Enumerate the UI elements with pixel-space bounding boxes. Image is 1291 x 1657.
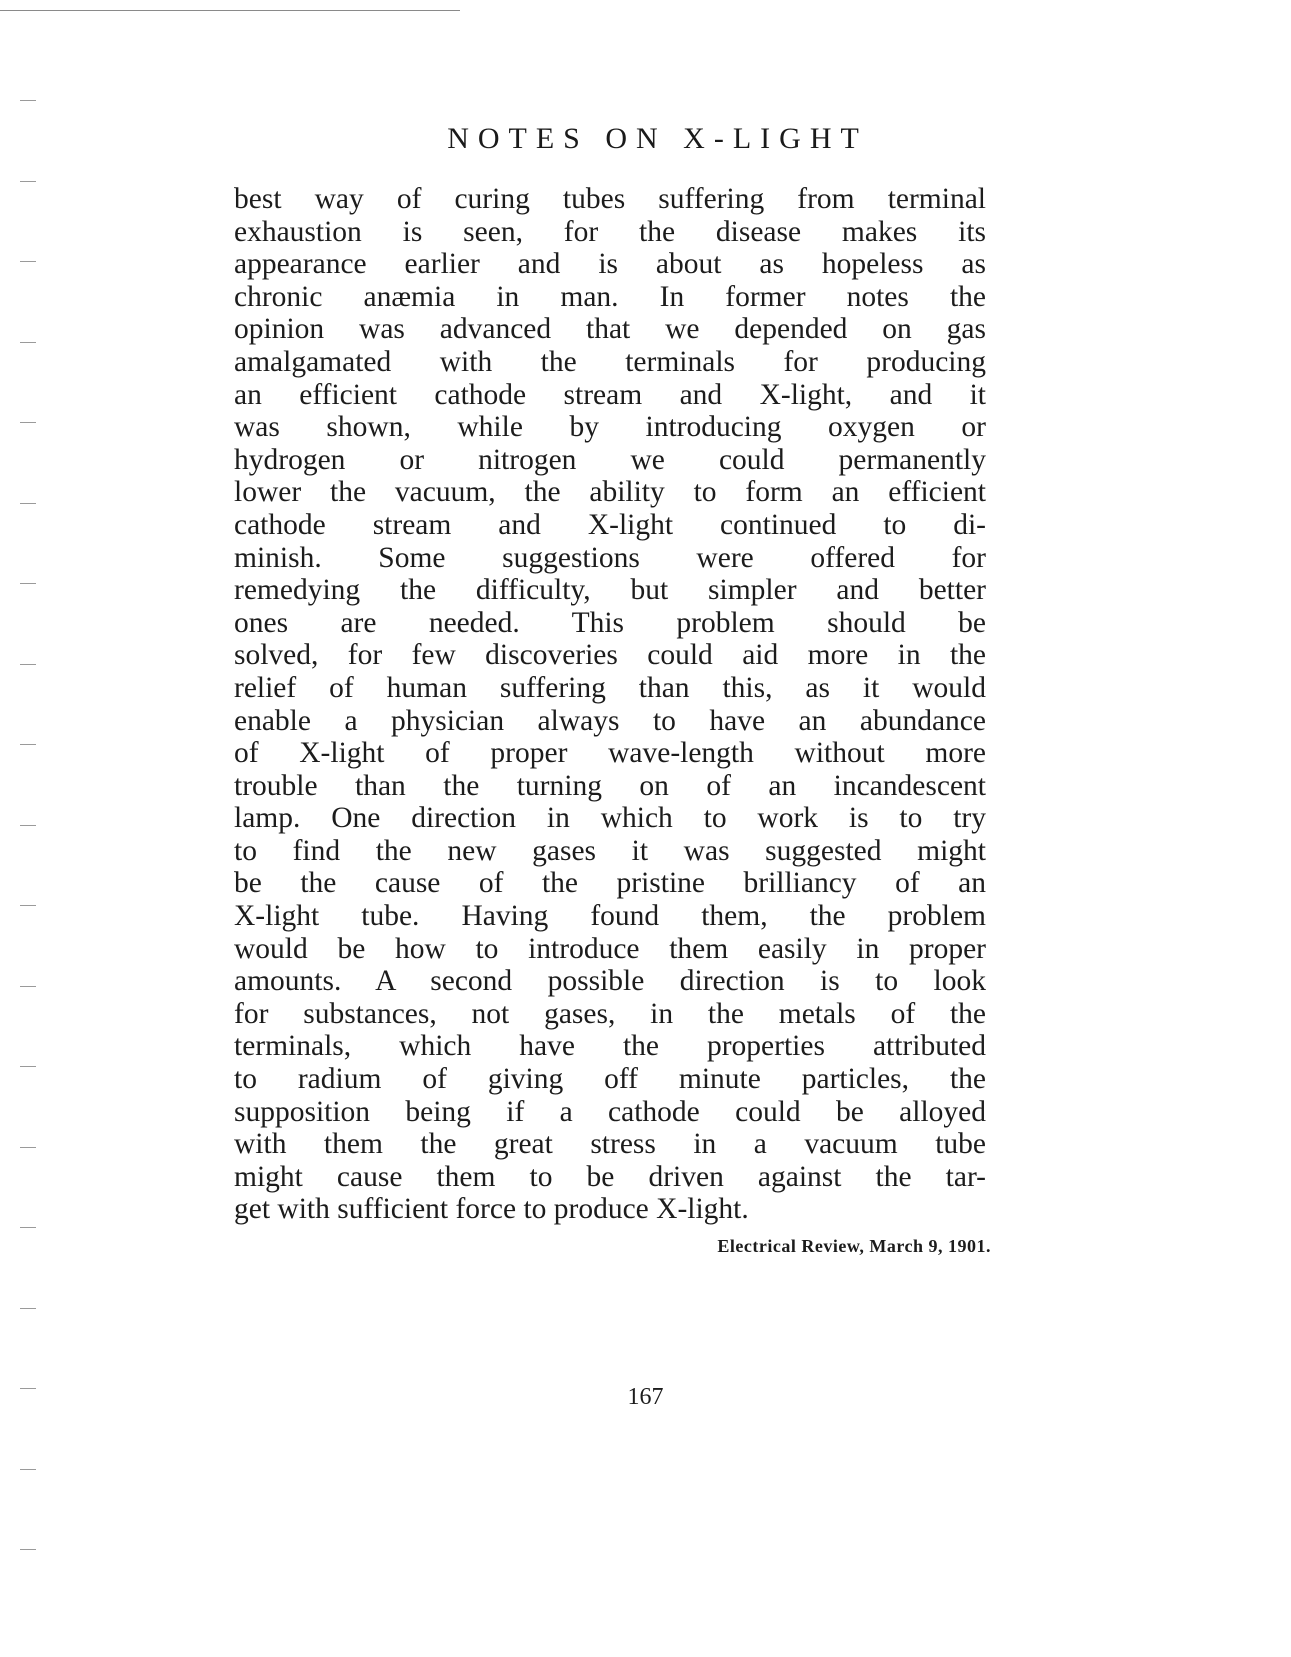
text-line: might cause them to be driven against the tar-: [234, 1160, 986, 1193]
text-line: supposition being if a cathode could be alloyed: [234, 1095, 986, 1128]
text-line: to find the new gases it was suggested might: [234, 834, 986, 867]
body-paragraph: [234, 183, 986, 1226]
margin-mark: [20, 1147, 36, 1148]
scan-edge-line: [0, 10, 460, 11]
text-line: would be how to introduce them easily in proper: [234, 932, 986, 965]
text-line: enable a physician always to have an abundance: [234, 704, 986, 737]
margin-mark: [20, 1469, 36, 1470]
text-line: hydrogen or nitrogen we could permanently: [234, 443, 986, 476]
text-line: to radium of giving off minute particles, the: [234, 1063, 986, 1096]
text-line: lamp. One direction in which to work is to try: [234, 802, 986, 835]
text-line: appearance earlier and is about as hopeless as: [234, 248, 986, 281]
page-number: 167: [627, 1384, 664, 1410]
text-line: exhaustion is seen, for the disease makes its: [234, 215, 986, 248]
text-line: amalgamated with the terminals for producing: [234, 345, 986, 378]
text-line: minish. Some suggestions were offered for: [234, 541, 986, 574]
text-line: an efficient cathode stream and X-light, and it: [234, 378, 986, 411]
running-head: NOTES ON X-LIGHT: [447, 122, 868, 155]
margin-mark: [20, 1308, 36, 1309]
text-line: be the cause of the pristine brilliancy of an: [234, 867, 986, 900]
margin-mark: [20, 986, 36, 987]
margin-mark: [20, 261, 36, 262]
margin-mark: [20, 1066, 36, 1067]
text-line: get with sufficient force to produce X-light.: [234, 1193, 749, 1226]
margin-mark: [20, 422, 36, 423]
text-line: for substances, not gases, in the metals of the: [234, 997, 986, 1030]
text-line: best way of curing tubes suffering from terminal: [234, 183, 986, 215]
margin-mark: [20, 100, 36, 101]
text-line: chronic anæmia in man. In former notes the: [234, 280, 986, 313]
text-line: solved, for few discoveries could aid more in the: [234, 639, 986, 672]
margin-mark: [20, 1549, 36, 1550]
text-line: X-light tube. Having found them, the problem: [234, 900, 986, 933]
text-line: remedying the difficulty, but simpler and better: [234, 574, 986, 607]
text-line: ones are needed. This problem should be: [234, 606, 986, 639]
text-line: opinion was advanced that we depended on gas: [234, 313, 986, 346]
text-line: of X-light of proper wave-length without more: [234, 737, 986, 770]
margin-mark: [20, 583, 36, 584]
margin-mark: [20, 825, 36, 826]
margin-mark: [20, 664, 36, 665]
text-line: cathode stream and X-light continued to di-: [234, 508, 986, 541]
margin-mark: [20, 181, 36, 182]
text-line: amounts. A second possible direction is to look: [234, 965, 986, 998]
margin-mark: [20, 342, 36, 343]
text-line: trouble than the turning on of an incandescent: [234, 769, 986, 802]
text-line: terminals, which have the properties attributed: [234, 1030, 986, 1063]
margin-mark: [20, 1227, 36, 1228]
text-line: with them the great stress in a vacuum tube: [234, 1128, 986, 1161]
margin-mark: [20, 905, 36, 906]
margin-mark: [20, 503, 36, 504]
text-line: was shown, while by introducing oxygen or: [234, 411, 986, 444]
margin-mark: [20, 744, 36, 745]
text-line: lower the vacuum, the ability to form an efficient: [234, 476, 986, 509]
text-line: relief of human suffering than this, as it would: [234, 671, 986, 704]
source-citation: Electrical Review, March 9, 1901.: [717, 1236, 991, 1256]
